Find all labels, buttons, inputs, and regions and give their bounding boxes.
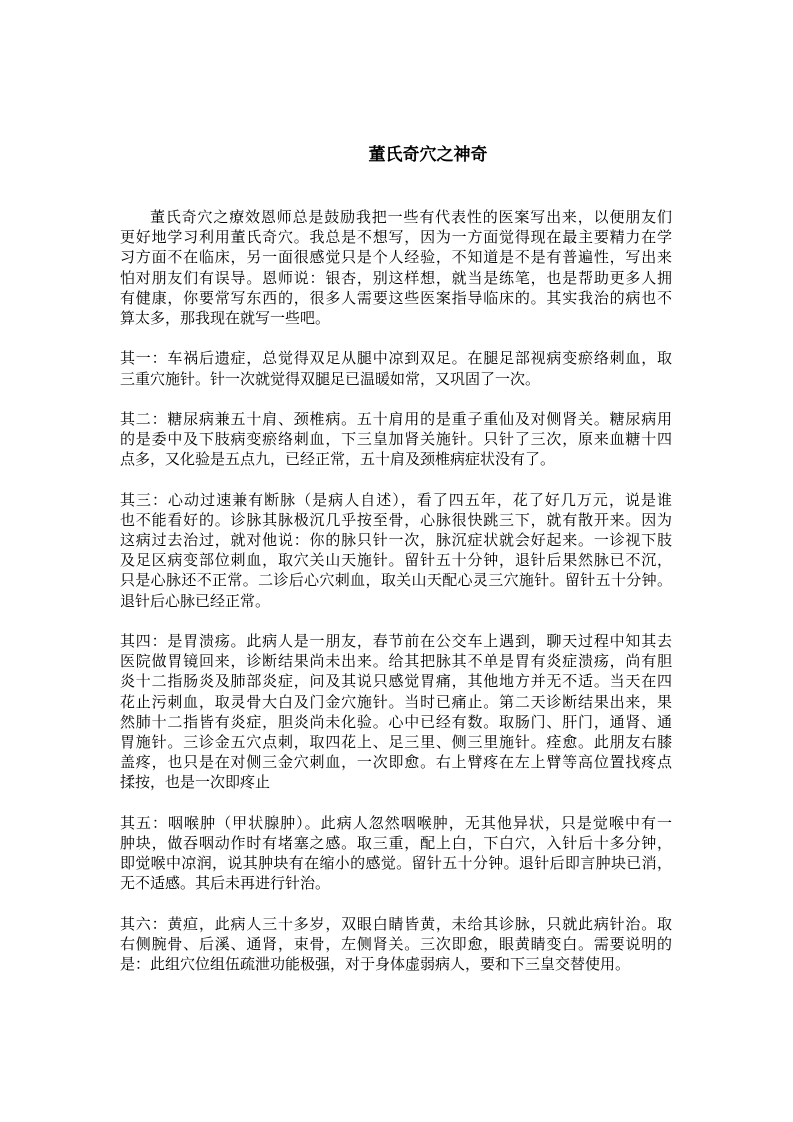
document-title: 董氏奇穴之神奇 (368, 145, 488, 165)
text-line: 这病过去治过，就对他说：你的脉只针一次，脉沉症状就会好起来。一诊视下肢 (120, 531, 672, 549)
text-line: 其二：糖尿病兼五十肩、颈椎病。五十肩用的是重子重仙及对侧肾关。糖尿病用 (120, 409, 672, 428)
paragraph-3 (120, 409, 672, 470)
paragraph-2 (120, 348, 672, 388)
text-line: 更好地学习利用董氏奇穴。我总是不想写，因为一方面觉得现在最主要精力在学 (120, 228, 672, 247)
text-line: 也不能看好的。诊脉其脉极沉几乎按至骨，心脉很快跳三下，就有散开来。因为 (120, 510, 672, 529)
text-line: 的是委中及下肢病变瘀络刺血，下三皇加肾关施针。只针了三次，原来血糖十四 (120, 430, 672, 449)
text-line: 炎十二指肠炎及肺部炎症，问及其说只感觉胃痛，其他地方并无不适。当天在四 (120, 672, 672, 691)
text-line: 怕对朋友们有误导。恩师说：银杏，别这样想，就当是练笔，也是帮助更多人拥 (120, 268, 672, 287)
paragraph-7 (120, 914, 672, 975)
text-line: 退针后心脉已经正常。 (120, 591, 271, 610)
text-line: 即觉喉中凉润，说其肿块有在缩小的感觉。留针五十分钟。退针后即言肿块已消， (120, 854, 672, 872)
text-line: 习方面不在临床，另一面很感觉只是个人经验，不知道是不是有普遍性，写出来 (120, 248, 672, 267)
text-line: 其一：车祸后遗症，总觉得双足从腿中凉到双足。在腿足部视病变瘀络刺血，取 (120, 349, 672, 368)
text-line: 然肺十二指皆有炎症，胆炎尚未化验。心中已经有数。取肠门、肝门，通肾、通 (120, 712, 672, 731)
text-line: 胃施针。三诊金五穴点刺，取四花上、足三里、侧三里施针。痊愈。此朋友右膝 (120, 732, 672, 751)
text-line: 盖疼，也只是在对侧三金穴刺血，一次即愈。右上臂疼在左上臂等高位置找疼点 (120, 753, 672, 772)
text-line: 肿块，做吞咽动作时有堵塞之感。取三重，配上白，下白穴，入针后十多分钟， (120, 833, 672, 852)
text-line: 其四：是胃溃疡。此病人是一朋友，春节前在公交车上遇到，聊天过程中知其去 (120, 631, 672, 650)
text-line: 及足区病变部位刺血，取穴关山天施针。留针五十分钟，退针后果然脉已不沉， (120, 551, 672, 570)
text-line: 医院做胃镜回来，诊断结果尚未出来。给其把脉其不单是胃有炎症溃疡，尚有胆 (120, 652, 672, 671)
text-line: 只是心脉还不正常。二诊后心穴刺血，取关山天配心灵三穴施针。留针五十分钟。 (120, 571, 672, 590)
text-line: 点多，又化验是五点九，已经正常，五十肩及颈椎病症状没有了。 (120, 450, 556, 469)
text-line: 董氏奇穴之療效恩师总是鼓励我把一些有代表性的医案写出来，以便朋友们 (150, 208, 672, 226)
text-line: 三重穴施针。针一次就觉得双腿足已温暖如常，又巩固了一次。 (120, 369, 541, 388)
paragraph-5 (120, 631, 672, 793)
text-line: 其三：心动过速兼有断脉（是病人自述），看了四五年，花了好几万元，说是谁 (120, 490, 672, 509)
text-line: 花止污刺血，取灵骨大白及门金穴施针。当时已痛止。第二天诊断结果出来，果 (120, 692, 672, 711)
paragraph-6 (120, 813, 672, 894)
text-line: 其五：咽喉肿（甲状腺肿）。此病人忽然咽喉肿，无其他异状，只是觉喉中有一 (120, 813, 672, 832)
text-line: 有健康，你要常写东西的，很多人需要这些医案指导临床的。其实我治的病也不 (120, 288, 672, 307)
text-line: 揉按，也是一次即疼止 (120, 773, 271, 792)
text-line: 无不适感。其后未再进行针治。 (120, 874, 331, 893)
document-body (120, 207, 672, 994)
text-line: 算太多，那我现在就写一些吧。 (120, 308, 331, 327)
text-line: 是：此组穴位组伍疏泄功能极强，对于身体虚弱病人，要和下三皇交替使用。 (120, 954, 631, 973)
text-line: 其六：黄疸，此病人三十多岁，双眼白睛皆黄，未给其诊脉，只就此病针治。取 (120, 914, 672, 933)
text-line: 右侧腕骨、后溪、通肾，束骨，左侧肾关。三次即愈，眼黄睛变白。需要说明的 (120, 934, 672, 953)
paragraph-4 (120, 490, 672, 611)
paragraph-1 (120, 207, 672, 328)
